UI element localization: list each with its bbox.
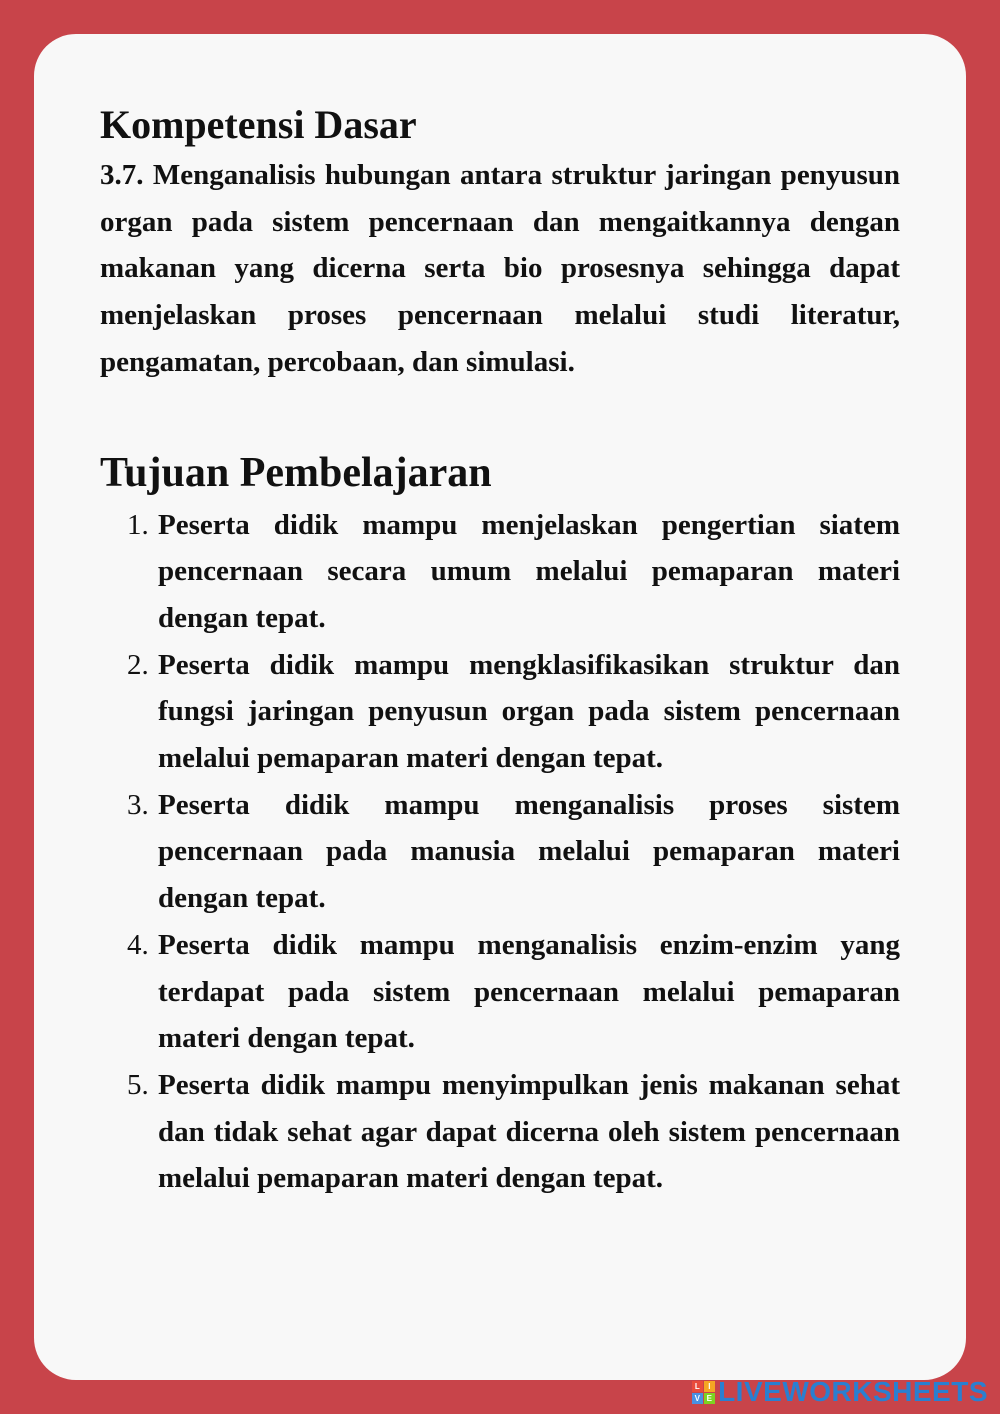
list-item	[100, 642, 900, 782]
tujuan-heading-text: Tujuan Pembelajaran	[100, 449, 492, 496]
list-item-text: Peserta didik mampu menjelaskan pengertian siatem pencernaan secara umum melalui pemaparan materi dengan tepat.	[158, 508, 900, 634]
list-item-text: Peserta didik mampu menyimpulkan jenis makanan sehat dan tidak sehat agar dapat dicerna oleh sistem pencernaan melalui pemaparan materi dengan tepat.	[158, 1068, 900, 1195]
list-item-text: Peserta didik mampu menganalisis enzim-enzim yang terdapat pada sistem pencernaan melalui pemaparan materi dengan tepat.	[158, 928, 900, 1055]
list-item-number: 5.	[127, 1068, 149, 1101]
tujuan-list	[100, 502, 900, 1203]
tujuan-heading	[100, 448, 900, 498]
list-item-number: 4.	[127, 928, 149, 961]
list-item-number: 2.	[127, 648, 149, 681]
liveworksheets-watermark	[692, 1376, 988, 1408]
list-item-text: Peserta didik mampu menganalisis proses sistem pencernaan pada manusia melalui pemaparan materi dengan tepat.	[158, 788, 900, 915]
liveworksheets-logo-icon: L I V E	[692, 1381, 715, 1404]
kompetensi-heading: Kompetensi Dasar	[100, 102, 417, 147]
worksheet-card	[34, 34, 966, 1380]
list-item	[100, 502, 900, 642]
list-item	[100, 1062, 900, 1202]
list-item-text: Peserta didik mampu mengklasifikasikan struktur dan fungsi jaringan penyusun organ pada sistem pencernaan melalui pemaparan materi dengan tepat.	[158, 648, 900, 775]
watermark-text: LIVEWORKSHEETS	[718, 1376, 988, 1407]
content	[100, 100, 900, 1202]
list-item	[100, 782, 900, 922]
kompetensi-text: 3.7. Menganalisis hubungan antara struktur jaringan penyusun organ pada sistem pencernaan dan mengaitkannya dengan makanan yang dicerna serta bio prosesnya sehingga dapat menjelaskan proses pencernaan melalui studi literatur, pengamatan, percobaan, dan simulasi.	[100, 159, 900, 378]
list-item-number: 3.	[127, 788, 149, 821]
list-item	[100, 922, 900, 1062]
list-item-number: 1.	[127, 508, 149, 541]
